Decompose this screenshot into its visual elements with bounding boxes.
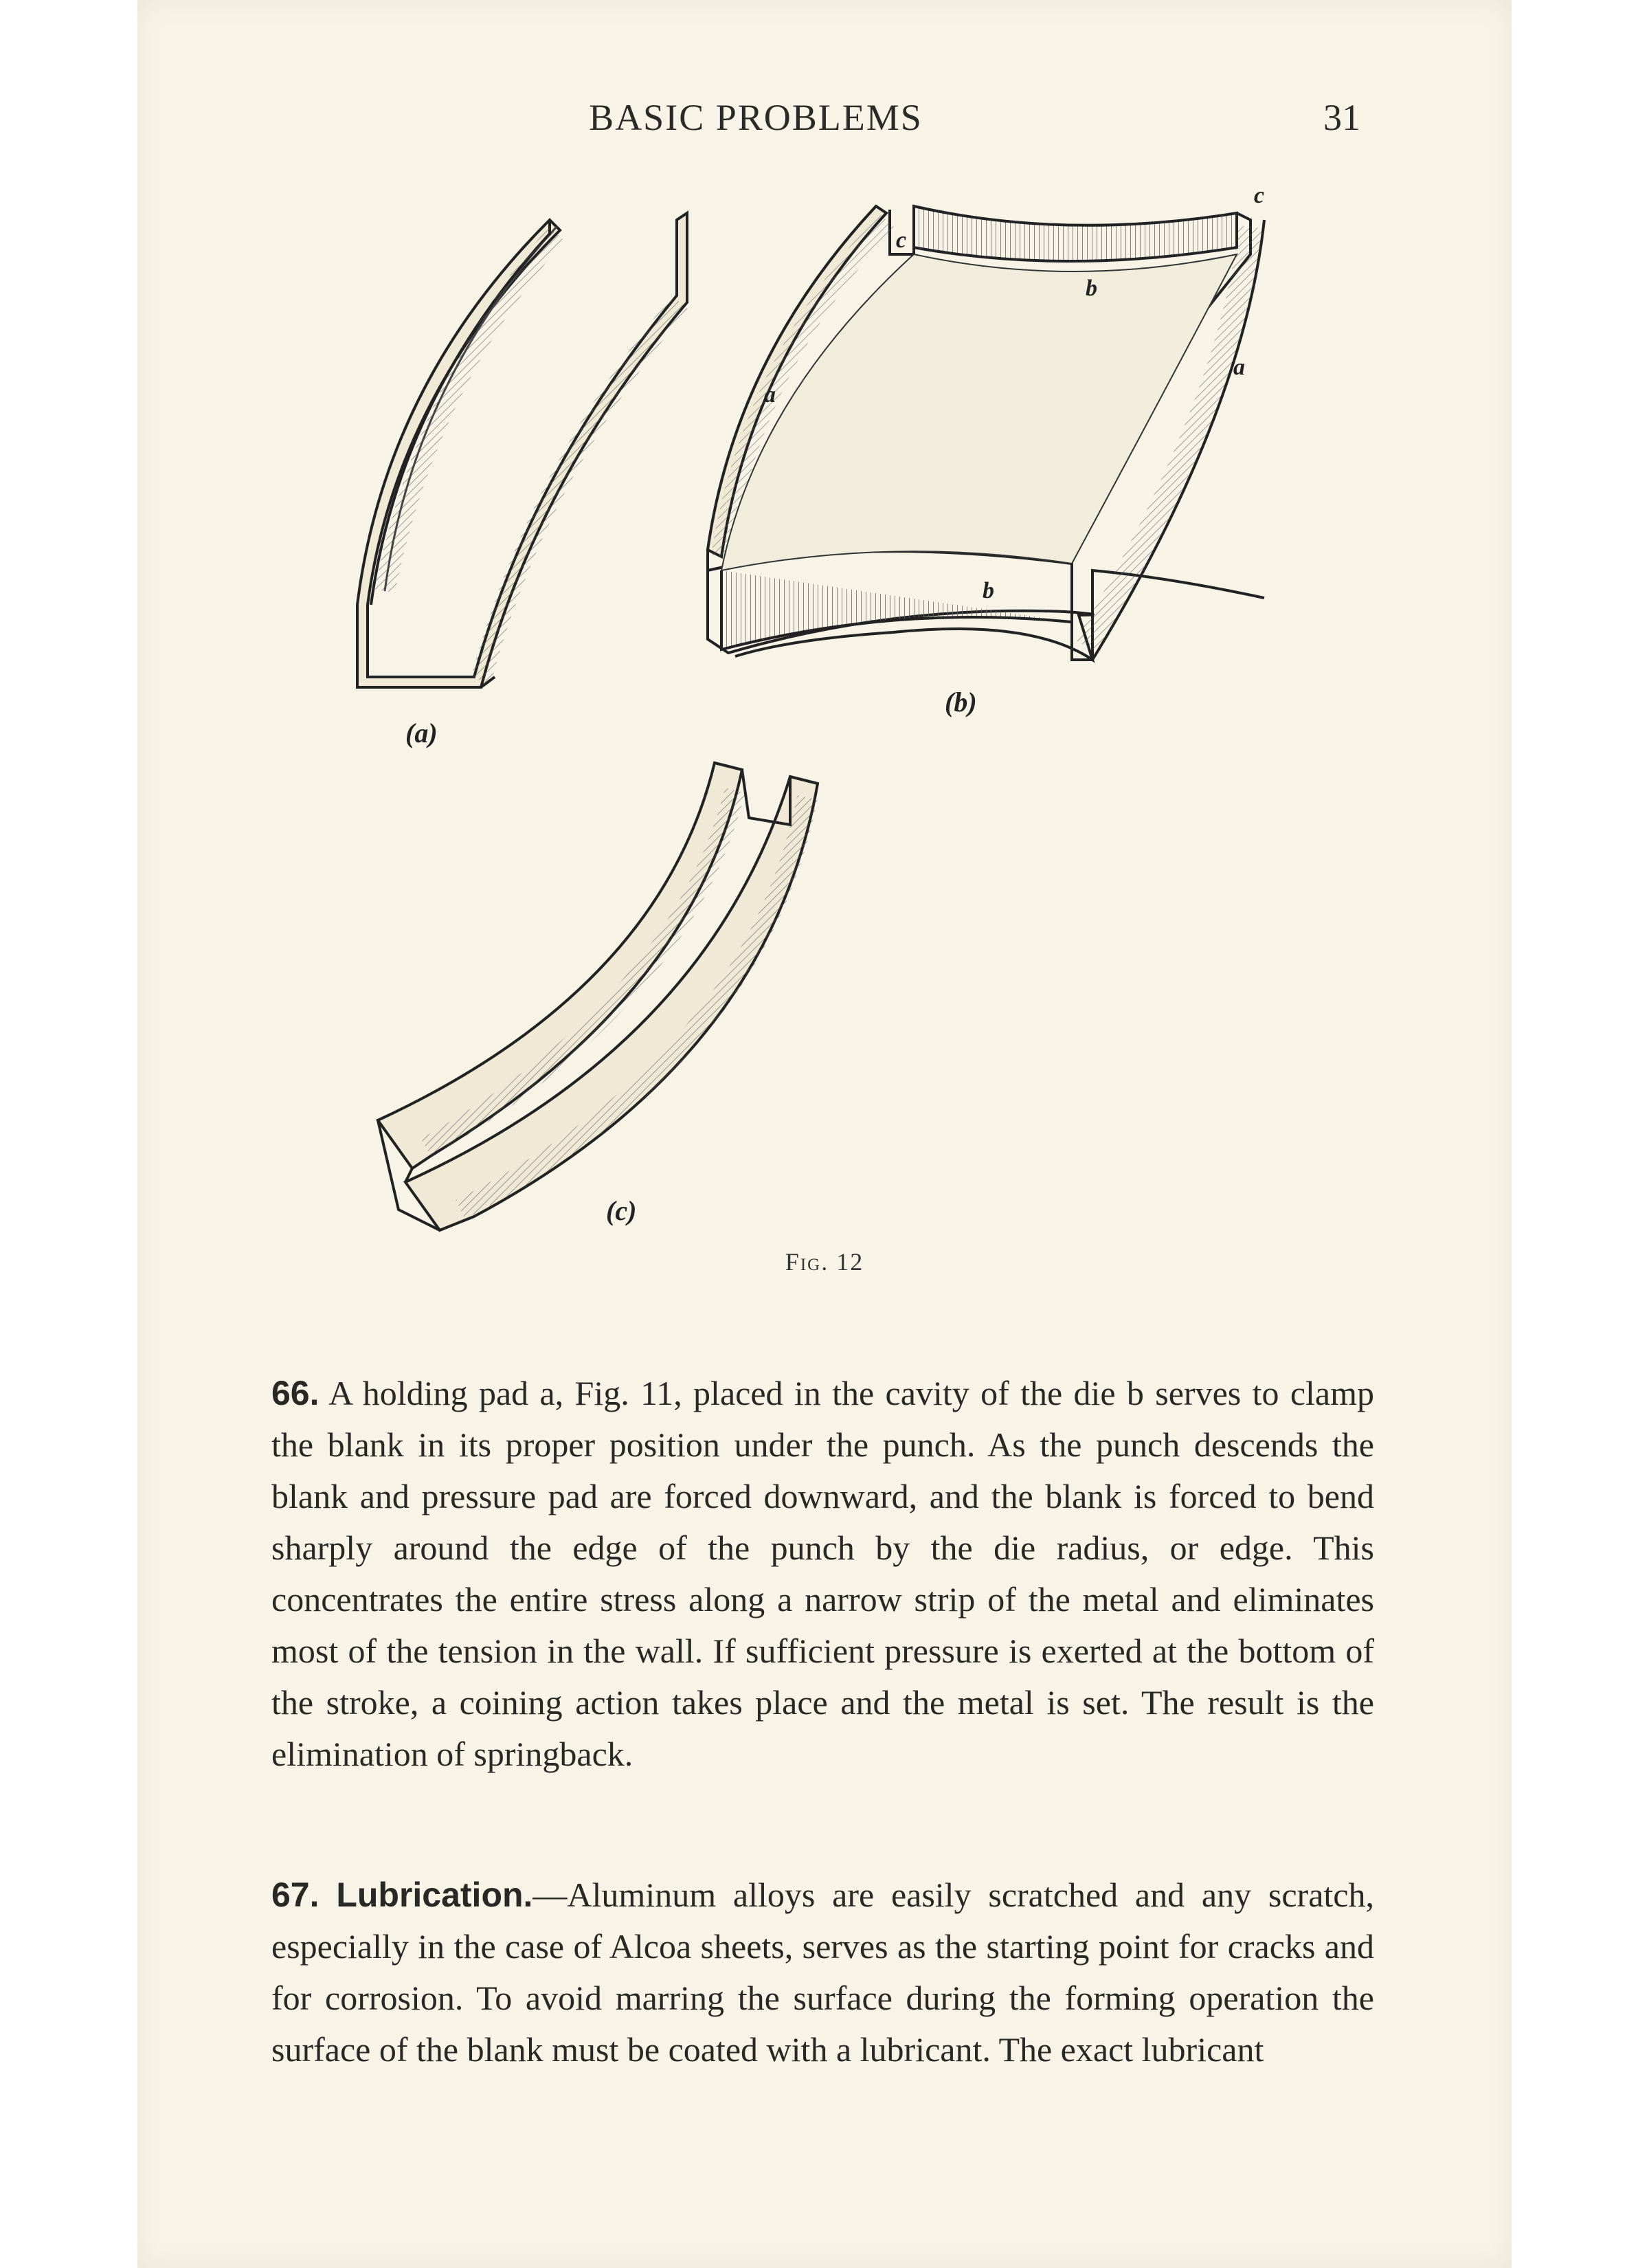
figure-label-a-left: a [764, 382, 776, 408]
figure-label-c-right: c [1254, 183, 1265, 208]
running-head-title: BASIC PROBLEMS [589, 97, 923, 138]
figure-label-b-bottom: b [983, 578, 994, 603]
paragraph-number: 66. [271, 1374, 319, 1412]
paragraph-67 [271, 1869, 1374, 2076]
figure-caption: Fig. 12 [785, 1248, 864, 1276]
paragraph-number: 67. [271, 1876, 319, 1914]
figure-label-c-panel: (c) [606, 1195, 637, 1226]
figure-part-c [378, 763, 818, 1230]
figure-label-a-panel: (a) [405, 718, 438, 748]
paragraph-text: —Aluminum alloys are easily scratched and any scratch, especially in the case of Alcoa sheets, serves as the starting point for cracks and for corrosion. To avoid marring the surface during the forming operation the surface of the blank must be coated with a lubricant. The exact lubricant [271, 1876, 1374, 2069]
figure-label-c-left: c [896, 227, 907, 253]
paragraph-heading: Lubrication. [336, 1876, 533, 1914]
figure-label-b-panel: (b) [945, 687, 977, 718]
paragraph-text: A holding pad a, Fig. 11, placed in the cavity of the die b serves to clamp the blank in its proper position under the punch. As the punch descends the blank and pressure pad are forced downward, and the blank is forced to bend sharply around the edge of the punch by the die radius, or edge. This concentrates the entire stress along a narrow strip of the metal and eliminates most of the tension in the wall. If sufficient pressure is exerted at the bottom of the stroke, a coining action takes place and the metal is set. The result is the elimination of springback. [271, 1374, 1374, 1773]
figure-label-b-top: b [1086, 276, 1097, 301]
page-number: 31 [1323, 97, 1360, 138]
figure-label-a-right: a [1233, 355, 1245, 380]
paragraph-66 [271, 1368, 1374, 1780]
figure-part-a [357, 213, 687, 687]
